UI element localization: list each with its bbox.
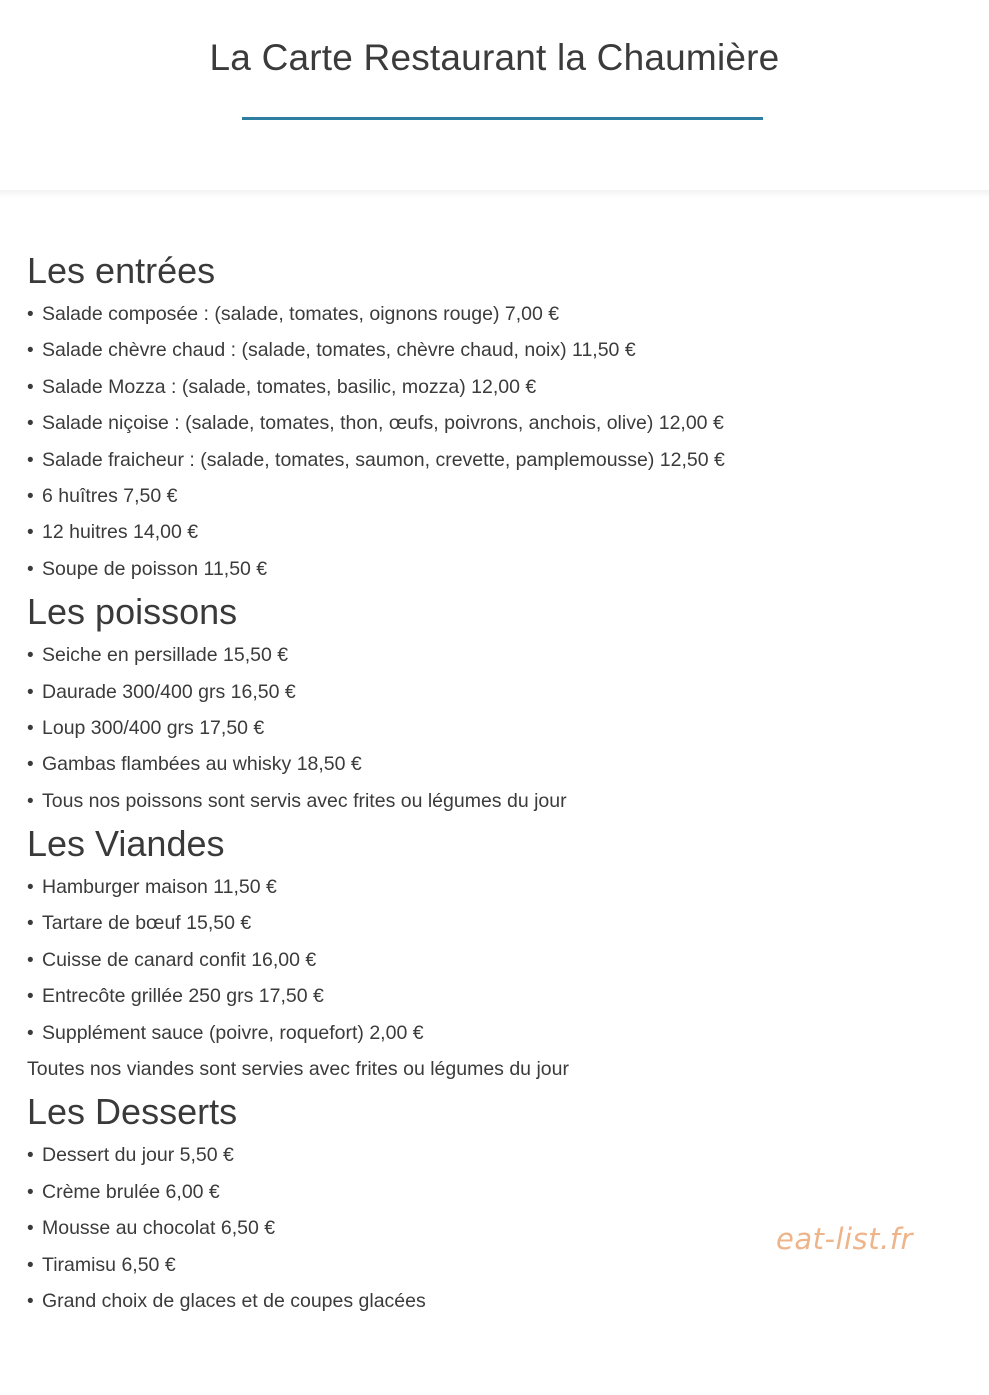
list-item bbox=[27, 442, 967, 478]
section-desserts bbox=[27, 1089, 967, 1319]
item-text: Dessert du jour 5,50 € bbox=[42, 1144, 234, 1167]
item-text: Tous nos poissons sont servis avec frites ou légumes du jour bbox=[42, 789, 567, 812]
bullet-icon: • bbox=[27, 1181, 34, 1203]
item-text: Gambas flambées au whisky 18,50 € bbox=[42, 753, 362, 776]
section-title: Les entrées bbox=[27, 250, 216, 291]
list-item bbox=[27, 478, 967, 514]
list-item bbox=[27, 905, 967, 941]
section-title: Les Viandes bbox=[27, 823, 225, 865]
bullet-icon: • bbox=[27, 681, 34, 703]
bullet-icon: • bbox=[27, 877, 34, 899]
item-text: Tiramisu 6,50 € bbox=[42, 1253, 176, 1276]
item-text: Seiche en persillade 15,50 € bbox=[42, 644, 289, 667]
bullet-icon: • bbox=[27, 790, 34, 812]
list-item bbox=[27, 1137, 967, 1173]
item-text: 6 huîtres 7,50 € bbox=[42, 484, 178, 507]
bullet-icon: • bbox=[27, 413, 34, 435]
item-text: Salade composée : (salade, tomates, oignons rouge) 7,00 € bbox=[42, 303, 560, 325]
watermark-text: eat-list.fr bbox=[776, 1222, 913, 1256]
list-item bbox=[27, 978, 967, 1014]
bullet-icon: • bbox=[27, 1254, 34, 1276]
list-item bbox=[27, 783, 967, 819]
list-item bbox=[27, 296, 967, 332]
item-text: Supplément sauce (poivre, roquefort) 2,00 € bbox=[42, 1021, 424, 1044]
bullet-icon: • bbox=[27, 522, 34, 544]
item-text: Mousse au chocolat 6,50 € bbox=[42, 1217, 276, 1240]
bullet-icon: • bbox=[27, 949, 34, 971]
header-divider bbox=[0, 190, 989, 198]
bullet-icon: • bbox=[27, 485, 34, 507]
menu-content bbox=[27, 248, 967, 1319]
item-text: 12 huitres 14,00 € bbox=[42, 521, 199, 544]
list-item bbox=[27, 405, 967, 441]
bullet-icon: • bbox=[27, 1022, 34, 1044]
page-header bbox=[0, 0, 989, 190]
item-text: Loup 300/400 grs 17,50 € bbox=[42, 716, 265, 739]
item-text: Entrecôte grillée 250 grs 17,50 € bbox=[42, 985, 324, 1008]
bullet-icon: • bbox=[27, 1145, 34, 1167]
section-note: Toutes nos viandes sont servies avec frites ou légumes du jour bbox=[27, 1058, 569, 1081]
item-text: Daurade 300/400 grs 16,50 € bbox=[42, 680, 296, 703]
list-item bbox=[27, 1283, 967, 1319]
bullet-icon: • bbox=[27, 1218, 34, 1240]
item-text: Cuisse de canard confit 16,00 € bbox=[42, 948, 317, 971]
bullet-icon: • bbox=[27, 717, 34, 739]
section-title: Les poissons bbox=[27, 591, 238, 633]
bullet-icon: • bbox=[27, 754, 34, 776]
list-item bbox=[27, 369, 967, 405]
list-item bbox=[27, 942, 967, 978]
bullet-icon: • bbox=[27, 449, 34, 471]
list-item bbox=[27, 332, 967, 368]
item-text: Salade fraicheur : (salade, tomates, saumon, crevette, pamplemousse) 12,50 € bbox=[42, 448, 725, 471]
item-text: Soupe de poisson 11,50 € bbox=[42, 557, 268, 580]
bullet-icon: • bbox=[27, 340, 34, 362]
section-title: Les Desserts bbox=[27, 1091, 238, 1133]
list-item bbox=[27, 1015, 967, 1051]
list-item bbox=[27, 1174, 967, 1210]
bullet-icon: • bbox=[27, 645, 34, 667]
page-title: La Carte Restaurant la Chaumière bbox=[209, 37, 780, 78]
title-underline bbox=[242, 117, 763, 120]
item-text: Tartare de bœuf 15,50 € bbox=[42, 912, 252, 935]
bullet-icon: • bbox=[27, 986, 34, 1008]
list-item bbox=[27, 869, 967, 905]
item-text: Grand choix de glaces et de coupes glacées bbox=[42, 1289, 426, 1312]
item-text: Salade Mozza : (salade, tomates, basilic, mozza) 12,00 € bbox=[42, 375, 537, 398]
bullet-icon: • bbox=[27, 1290, 34, 1312]
list-item bbox=[27, 637, 967, 673]
list-item bbox=[27, 746, 967, 782]
bullet-icon: • bbox=[27, 376, 34, 398]
bullet-icon: • bbox=[27, 304, 34, 325]
item-text: Salade chèvre chaud : (salade, tomates, chèvre chaud, noix) 11,50 € bbox=[42, 339, 636, 362]
section-poissons bbox=[27, 589, 967, 819]
item-text: Salade niçoise : (salade, tomates, thon, œufs, poivrons, anchois, olive) 12,00 € bbox=[42, 412, 724, 435]
list-item bbox=[27, 551, 967, 587]
bullet-icon: • bbox=[27, 913, 34, 935]
list-item bbox=[27, 710, 967, 746]
item-text: Hamburger maison 11,50 € bbox=[42, 876, 277, 899]
section-viandes bbox=[27, 821, 967, 1087]
item-text: Crème brulée 6,00 € bbox=[42, 1180, 220, 1203]
section-entrees bbox=[27, 248, 967, 587]
bullet-icon: • bbox=[27, 558, 34, 580]
list-item bbox=[27, 674, 967, 710]
list-item bbox=[27, 514, 967, 550]
